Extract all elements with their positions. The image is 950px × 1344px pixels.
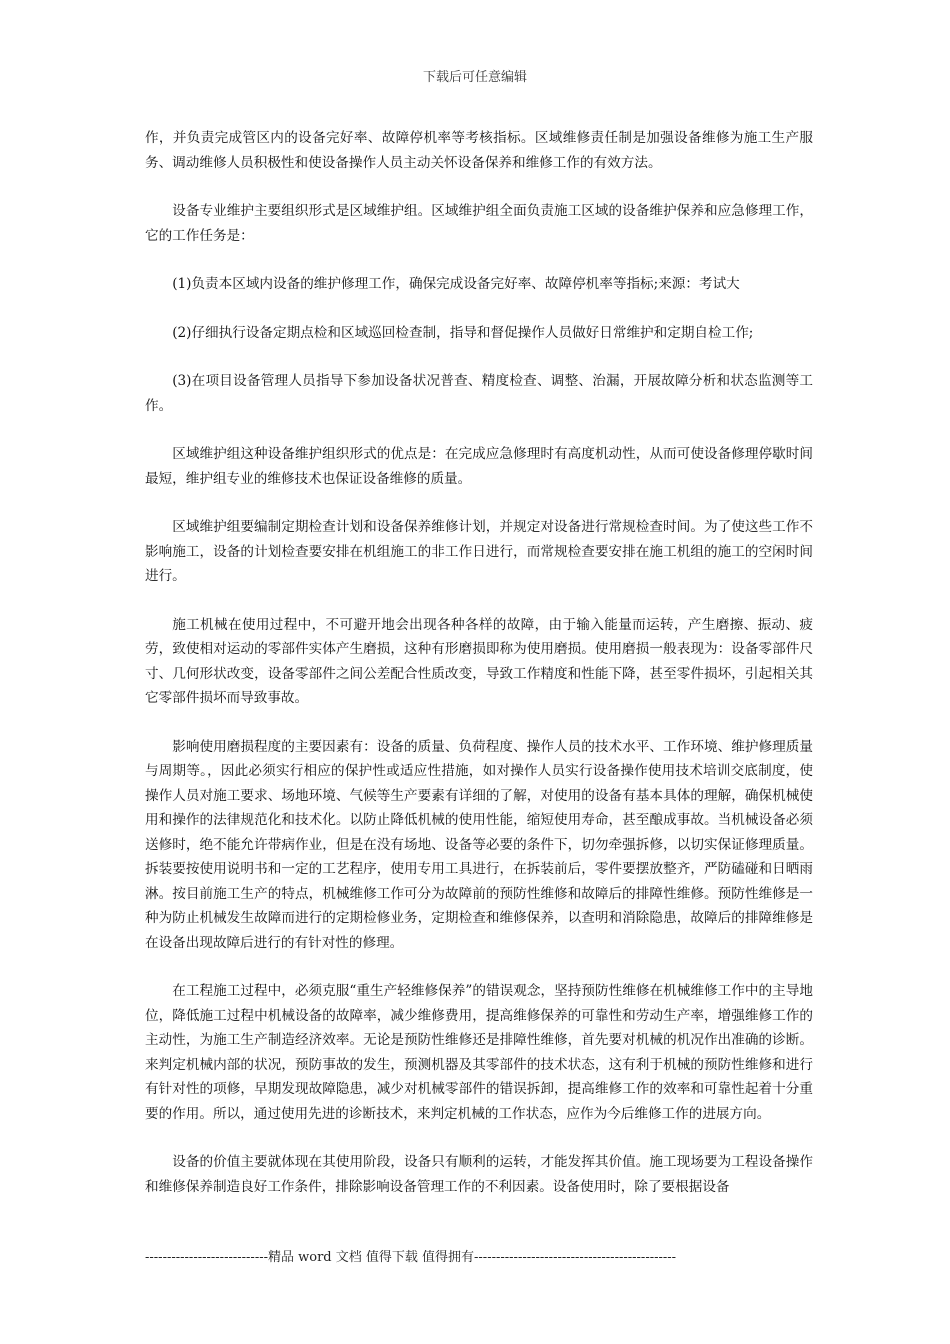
paragraph: (1)负责本区域内设备的维护修理工作，确保完成设备完好率、故障停机率等指标;来源：考试大 — [172, 276, 740, 292]
paragraph: 作，并负责完成管区内的设备完好率、故障停机率等考核指标。区域维修责任制是加强设备维修为施工生产服务、调动维修人员积极性和使设备操作人员主动关怀设备保养和维修工作的有效方法。 — [145, 130, 813, 171]
paragraph: (3)在项目设备管理人员指导下参加设备状况普查、精度检查、调整、治漏，开展故障分析和状态监测等工作。 — [145, 373, 813, 414]
document-body — [145, 126, 813, 1223]
page-footer: ----------------------------精品 word 文档 值得下载 值得拥有---------------------------------------------- — [145, 1250, 677, 1265]
paragraph: 设备专业维护主要组织形式是区域维护组。区域维护组全面负责施工区域的设备维护保养和应急修理工作，它的工作任务是： — [145, 203, 813, 244]
page-header: 下载后可任意编辑 — [422, 70, 527, 85]
paragraph: 施工机械在使用过程中，不可避开地会出现各种各样的故障，由于输入能量而运转，产生磨擦、振动、疲劳，致使相对运动的零部件实体产生磨损，这种有形磨损即称为使用磨损。使用磨损一般表现为：设备零部件尺寸、几何形状改变，设备零部件之间公差配合性质改变，导致工作精度和性能下降，甚至零件损坏，引起相关其它零部件损坏而导致事故。 — [145, 616, 813, 706]
paragraph: 设备的价值主要就体现在其使用阶段，设备只有顺利的运转，才能发挥其价值。施工现场要为工程设备操作和维修保养制造良好工作条件，排除影响设备管理工作的不利因素。设备使用时，除了要根据设备 — [145, 1154, 813, 1195]
paragraph: 影响使用磨损程度的主要因素有：设备的质量、负荷程度、操作人员的技术水平、工作环境、维护修理质量与周期等。，因此必须实行相应的保护性或适应性措施，如对操作人员实行设备操作使用技术培训交底制度，使操作人员对施工要求、场地环境、气候等生产要素有详细的了解，对使用的设备有基本具体的理解，确保机械使用和操作的法律规范化和技术化。以防止降低机械的使用性能，缩短使用寿命，甚至酿成事故。当机械设备必须送修时，绝不能允许带病作业，但是在没有场地、设备等必要的条件下，切勿牵强拆修，以切实保证修理质量。拆装要按使用说明书和一定的工艺程序，使用专用工具进行，在拆装前后，零件要摆放整齐，严防磕碰和日晒雨淋。按目前施工生产的特点，机械维修工作可分为故障前的预防性维修和故障后的排障性维修。预防性维修是一种为防止机械发生故障而进行的定期检修业务，定期检查和维修保养，以查明和消除隐患，故障后的排障维修是在设备出现故障后进行的有针对性的修理。 — [145, 738, 813, 951]
paragraph: (2)仔细执行设备定期点检和区域巡回检查制，指导和督促操作人员做好日常维护和定期自检工作; — [172, 324, 754, 341]
paragraph: 区域维护组要编制定期检查计划和设备保养维修计划，并规定对设备进行常规检查时间。为了使这些工作不影响施工，设备的计划检查要安排在机组施工的非工作日进行，而常规检查要安排在施工机组的施工的空闲时间进行。 — [145, 519, 813, 584]
paragraph: 区域维护组这种设备维护组织形式的优点是：在完成应急修理时有高度机动性，从而可使设备修理停歇时间最短，维护组专业的维修技术也保证设备维修的质量。 — [145, 446, 813, 487]
paragraph: 在工程施工过程中，必须克服“重生产轻维修保养”的错误观念，坚持预防性维修在机械维修工作中的主导地位，降低施工过程中机械设备的故障率，减少维修费用，提高维修保养的可靠性和劳动生产率，增强维修工作的主动性，为施工生产制造经济效率。无论是预防性维修还是排障性维修，首先要对机械的机况作出准确的诊断。来判定机械内部的状况，预防事故的发生，预测机器及其零部件的技术状态，这有利于机械的预防性维修和进行有针对性的项修，早期发现故障隐患，减少对机械零部件的错误拆卸，提高维修工作的效率和可靠性起着十分重要的作用。所以，通过使用先进的诊断技术，来判定机械的工作状态，应作为今后维修工作的进展方向。 — [145, 983, 813, 1122]
